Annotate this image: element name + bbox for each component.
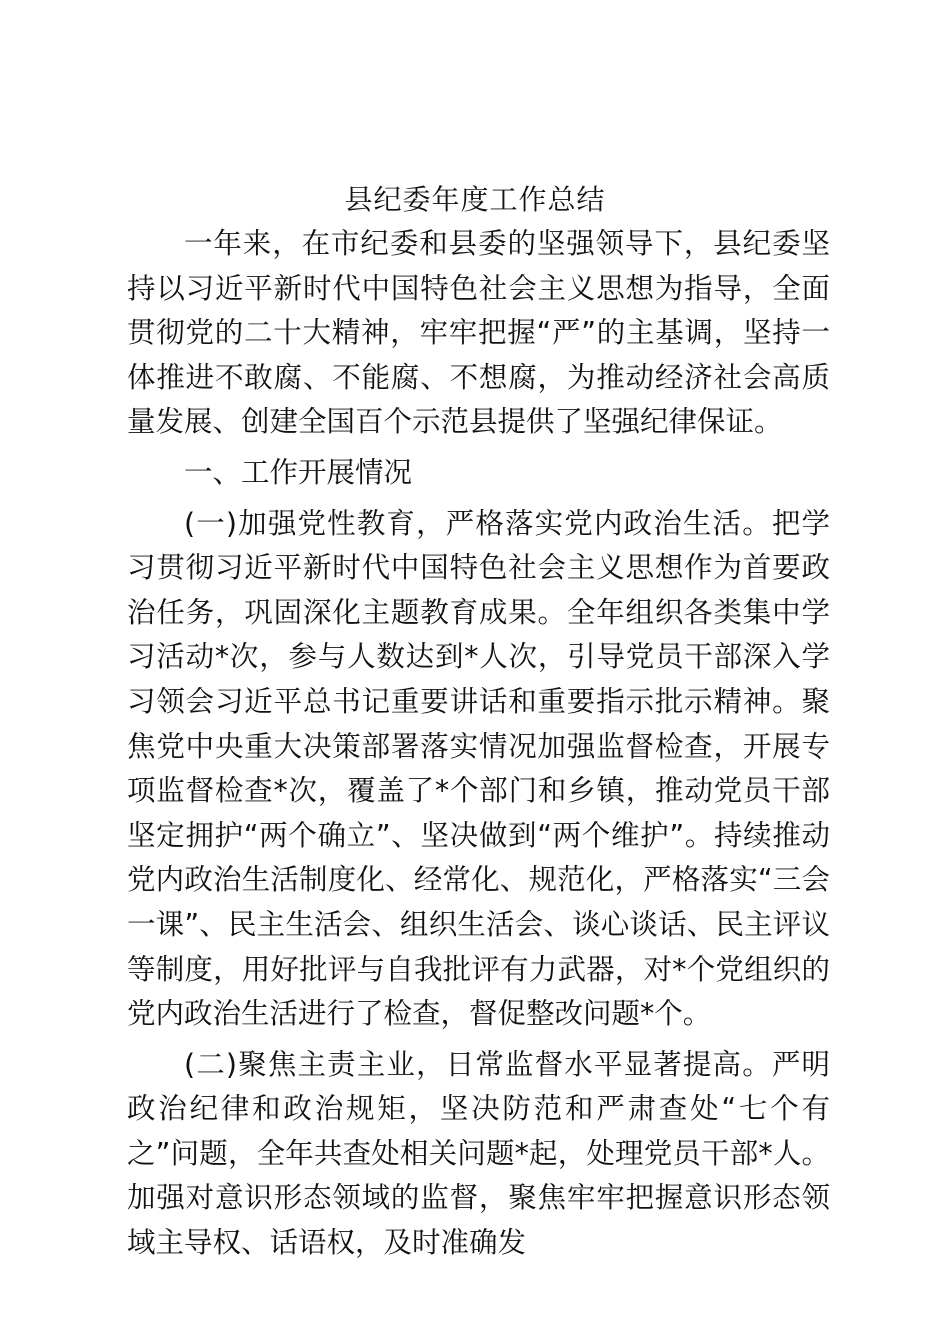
intro-paragraph: 一年来，在市纪委和县委的坚强领导下，县纪委坚持以习近平新时代中国特色社会主义思想为指导，全面贯彻党的二十大精神，牢牢把握“严”的主基调，坚持一体推进不敢腐、不能腐、不想腐，为推动经济社会高质量发展、创建全国百个示范县提供了坚强纪律保证。 (127, 227, 830, 439)
section-paragraph-1: (一)加强党性教育，严格落实党内政治生活。把学习贯彻习近平新时代中国特色社会主义思想作为首要政治任务，巩固深化主题教育成果。全年组织各类集中学习活动*次，参与人数达到*人次，引导党员干部深入学习领会习近平总书记重要讲话和重要指示批示精神。聚焦党中央重大决策部署落实情况加强监督检查，开展专项监督检查*次，覆盖了*个部门和乡镇，推动党员干部坚定拥护“两个确立”、坚决做到“两个维护”。持续推动党内政治生活制度化、经常化、规范化，严格落实“三会一课”、民主生活会、组织生活会、谈心谈话、民主评议等制度，用好批评与自我批评有力武器，对*个党组织的党内政治生活进行了检查，督促整改问题*个。 (127, 506, 830, 1031)
section-paragraph-2: (二)聚焦主责主业，日常监督水平显著提高。严明政治纪律和政治规矩，坚决防范和严肃查处“七个有之”问题，全年共查处相关问题*起，处理党员干部*人。加强对意识形态领域的监督，聚焦牢牢把握意识形态领域主导权、话语权，及时准确发 (127, 1047, 830, 1260)
section-heading: 一、工作开展情况 (184, 455, 413, 489)
document-title: 县纪委年度工作总结 (344, 183, 606, 216)
document-body (127, 222, 830, 1266)
